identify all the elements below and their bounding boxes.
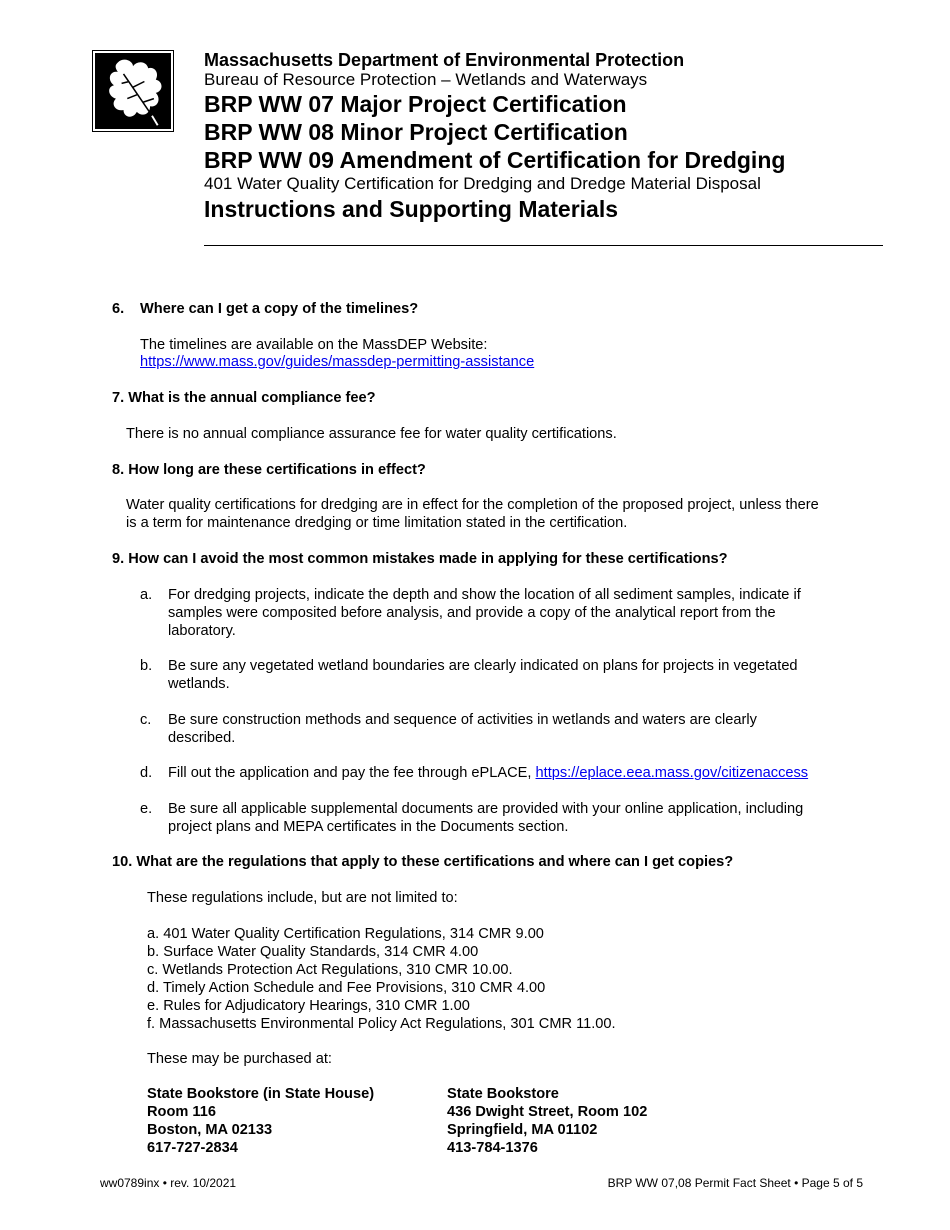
list-item-text: Be sure all applicable supplemental documents are provided with your online application, including — [168, 801, 804, 817]
footer-page-info: BRP WW 07,08 Permit Fact Sheet • Page 5 of 5 — [607, 1176, 863, 1190]
footer-form-code: ww0789inx • rev. 10/2021 — [100, 1176, 237, 1190]
regulation-item: f. Massachusetts Environmental Policy Act Regulations, 301 CMR 11.00. — [147, 1016, 616, 1032]
address-line: State Bookstore (in State House) — [147, 1086, 375, 1102]
list-item-text: Be sure any vegetated wetland boundaries are clearly indicated on plans for projects in vegetated — [168, 658, 798, 674]
question-7: 7. What is the annual compliance fee? — [112, 390, 376, 406]
question-6-answer: The timelines are available on the MassDEP Website: — [140, 337, 488, 353]
header-divider — [204, 245, 883, 246]
address-line: 413-784-1376 — [447, 1140, 538, 1156]
form-title-ww07: BRP WW 07 Major Project Certification — [204, 91, 627, 117]
regulations-list — [147, 925, 616, 1033]
question-8-answer-line-1: Water quality certifications for dredging are in effect for the completion of the proposed project, unless there — [126, 497, 819, 513]
form-title-ww08: BRP WW 08 Minor Project Certification — [204, 119, 628, 145]
address-line: 617-727-2834 — [147, 1140, 238, 1156]
agency-name: Massachusetts Department of Environmental Protection — [204, 50, 685, 70]
list-item-text: described. — [168, 730, 236, 746]
question-9: 9. How can I avoid the most common mistakes made in applying for these certifications? — [112, 551, 728, 567]
list-item-letter: e. — [140, 801, 153, 817]
list-item-text: samples were composited before analysis, and provide a copy of the analytical report from the — [168, 605, 776, 621]
document-subtitle: 401 Water Quality Certification for Dredging and Dredge Material Disposal — [204, 174, 761, 193]
list-item-text: project plans and MEPA certificates in the Documents section. — [168, 819, 569, 835]
address-line: State Bookstore — [447, 1086, 559, 1102]
regulation-item: e. Rules for Adjudicatory Hearings, 310 CMR 1.00 — [147, 998, 470, 1014]
question-10: 10. What are the regulations that apply to these certifications and where can I get copies? — [112, 854, 734, 870]
form-title-ww09: BRP WW 09 Amendment of Certification for Dredging — [204, 147, 786, 173]
bureau-name: Bureau of Resource Protection – Wetlands and Waterways — [204, 70, 648, 89]
list-item-letter: b. — [140, 658, 153, 674]
address-line: Boston, MA 02133 — [147, 1122, 273, 1138]
question-8: 8. How long are these certifications in effect? — [112, 462, 426, 478]
list-item-text: For dredging projects, indicate the depth and show the location of all sediment samples, indicate if — [168, 587, 801, 603]
bookstore-springfield-address — [447, 1085, 647, 1157]
question-7-answer: There is no annual compliance assurance fee for water quality certifications. — [126, 426, 617, 442]
regulations-intro: These regulations include, but are not limited to: — [147, 890, 458, 906]
regulation-item: a. 401 Water Quality Certification Regulations, 314 CMR 9.00 — [147, 926, 544, 942]
massdep-logo — [92, 50, 174, 132]
eplace-link[interactable]: https://eplace.eea.mass.gov/citizenaccess — [535, 765, 809, 781]
list-item-letter: a. — [140, 587, 153, 603]
regulation-item: b. Surface Water Quality Standards, 314 CMR 4.00 — [147, 944, 479, 960]
regulation-item: c. Wetlands Protection Act Regulations, 310 CMR 10.00. — [147, 962, 513, 978]
instructions-title: Instructions and Supporting Materials — [204, 196, 619, 222]
purchase-intro: These may be purchased at: — [147, 1051, 332, 1067]
list-item-text: wetlands. — [168, 676, 230, 692]
list-item-text: laboratory. — [168, 623, 236, 639]
list-item-text: Fill out the application and pay the fee through ePLACE, — [168, 765, 532, 781]
regulation-item: d. Timely Action Schedule and Fee Provisions, 310 CMR 4.00 — [147, 980, 546, 996]
question-6: Where can I get a copy of the timelines? — [140, 301, 419, 317]
question-8-answer-line-2: is a term for maintenance dredging or time limitation stated in the certification. — [126, 515, 628, 531]
address-line: 436 Dwight Street, Room 102 — [447, 1104, 648, 1120]
document-header — [204, 50, 884, 224]
list-item-letter: d. — [140, 765, 153, 781]
question-6-number: 6. — [112, 301, 125, 317]
address-line: Springfield, MA 01102 — [447, 1122, 598, 1138]
bookstore-boston-address — [147, 1085, 374, 1157]
list-item-letter: c. — [140, 712, 152, 728]
address-line: Room 116 — [147, 1104, 216, 1120]
oak-leaf-icon — [95, 53, 171, 129]
timelines-link[interactable]: https://www.mass.gov/guides/massdep-permitting-assistance — [140, 354, 535, 370]
list-item-text: Be sure construction methods and sequence of activities in wetlands and waters are clearly — [168, 712, 757, 728]
